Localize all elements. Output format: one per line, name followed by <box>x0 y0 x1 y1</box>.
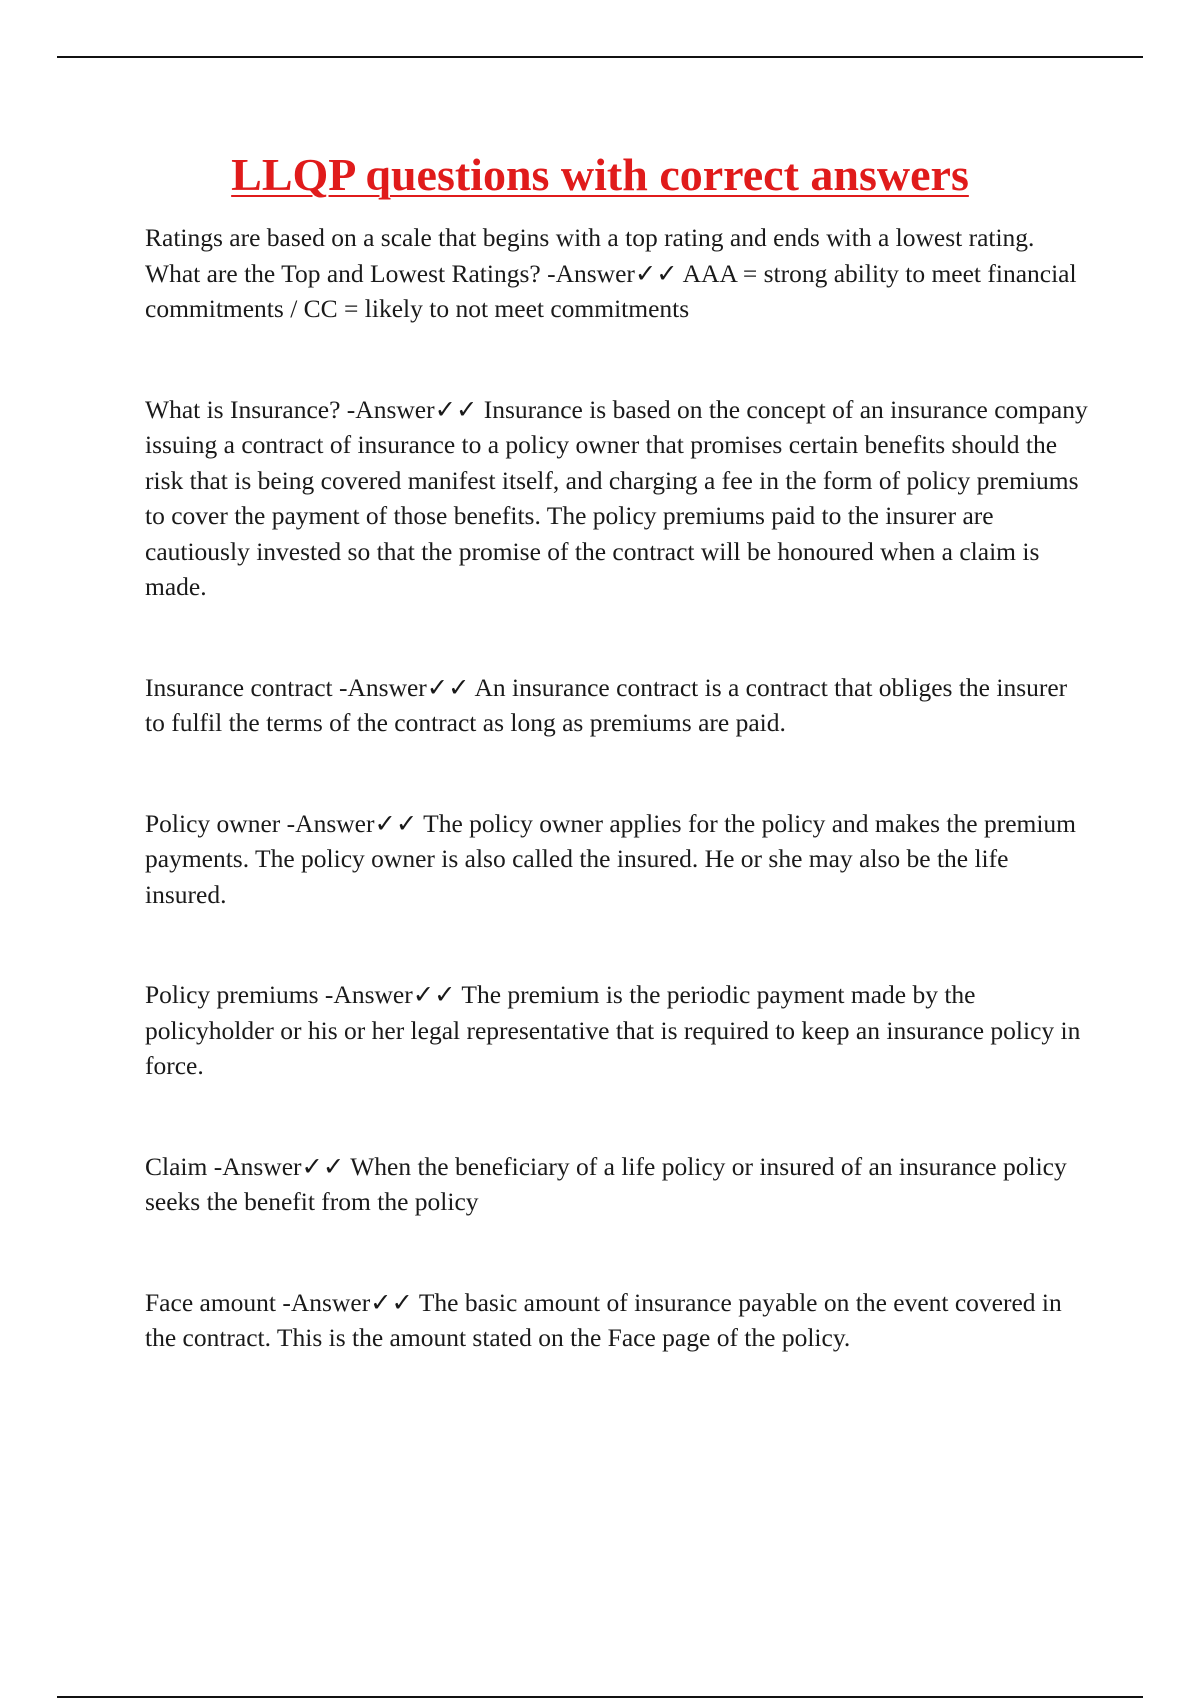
answer-text: When the beneficiary of a life policy or insured of an insurance policy seeks the benefit from the policy <box>145 1151 1067 1216</box>
question-text: Insurance contract <box>145 672 333 702</box>
qa-item <box>145 220 1090 327</box>
answer-text: The basic amount of insurance payable on the event covered in the contract. This is the amount stated on the Face page of the policy. <box>145 1287 1062 1352</box>
answer-text: The premium is the periodic payment made by the policyholder or his or her legal representative that is required to keep an insurance policy in force. <box>145 980 1081 1080</box>
qa-list <box>145 220 1090 1356</box>
answer-text: The policy owner applies for the policy and makes the premium payments. The policy owner is also called the insured. He or she may also be the life insured. <box>145 808 1077 909</box>
qa-item <box>145 977 1090 1084</box>
question-text: Claim <box>145 1151 208 1181</box>
answer-marker: -Answer✓✓ <box>346 394 478 424</box>
answer-marker: -Answer✓✓ <box>324 980 456 1009</box>
answer-marker: -Answer✓✓ <box>286 808 418 838</box>
answer-marker: -Answer✓✓ <box>547 258 678 288</box>
question-text: Face amount <box>145 1287 276 1317</box>
answer-marker: -Answer✓✓ <box>282 1287 413 1317</box>
question-text: What is Insurance? <box>145 394 341 424</box>
answer-text: Insurance is based on the concept of an insurance company issuing a contract of insurance to a policy owner that promises certain benefits should the risk that is being covered manifest itself, and charging a fee in the form of policy premiums to cover the payment of those benefits. The policy premiums paid to the insurer are cautiously invested so that the promise of the contract will be honoured when a claim is made. <box>145 394 1088 601</box>
question-text: Policy premiums <box>145 980 319 1009</box>
qa-item <box>145 1285 1090 1356</box>
answer-text: An insurance contract is a contract that obliges the insurer to fulfil the terms of the contract as long as premiums are paid. <box>145 672 1068 737</box>
question-text: Policy owner <box>145 808 281 838</box>
qa-item <box>145 392 1090 605</box>
qa-item <box>145 670 1090 741</box>
question-text: Ratings are based on a scale that begins with a top rating and ends with a lowest rating. What are the Top and Lowest Ratings? <box>145 223 1035 288</box>
page-title: LLQP questions with correct answers <box>231 149 969 200</box>
answer-marker: -Answer✓✓ <box>213 1151 345 1181</box>
bottom-rule <box>57 1696 1143 1698</box>
answer-marker: -Answer✓✓ <box>338 672 470 702</box>
qa-item <box>145 806 1090 913</box>
answer-text: AAA = strong ability to meet financial commitments / CC = likely to not meet commitments <box>145 258 1077 323</box>
qa-item <box>145 1149 1090 1220</box>
top-rule <box>57 56 1143 58</box>
